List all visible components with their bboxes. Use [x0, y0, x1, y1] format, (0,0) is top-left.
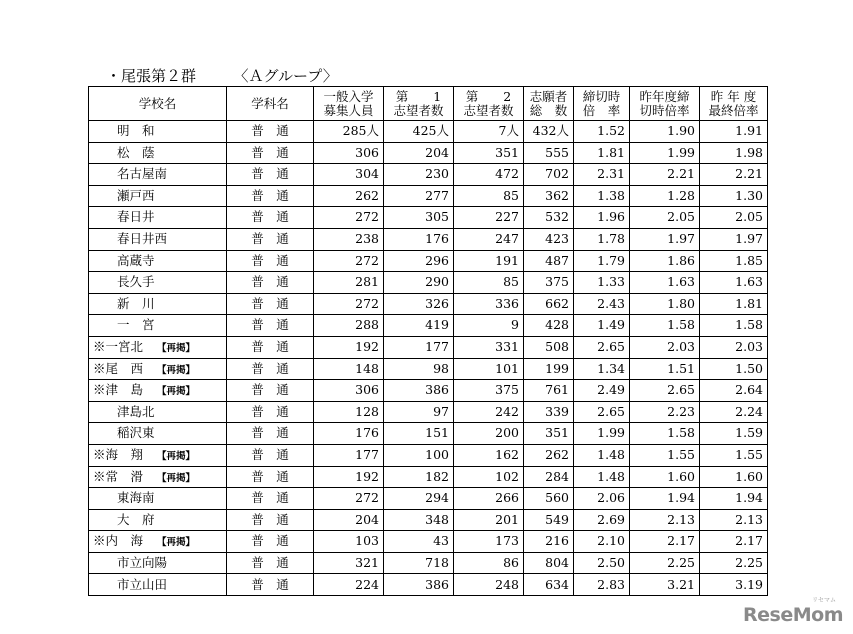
last-final-cell: 1.91	[700, 121, 768, 143]
second-cell: 102	[454, 466, 524, 488]
quota-cell: 128	[314, 401, 384, 423]
second-cell: 472	[454, 164, 524, 186]
ratio-cell: 1.38	[574, 185, 630, 207]
last-final-cell: 1.59	[700, 423, 768, 445]
second-cell: 173	[454, 531, 524, 553]
total-cell: 339	[524, 401, 574, 423]
department-cell: 普 通	[227, 121, 314, 143]
last-final-cell: 2.03	[700, 336, 768, 358]
last-final-cell: 1.55	[700, 444, 768, 466]
total-cell: 423	[524, 228, 574, 250]
table-row	[89, 142, 768, 164]
table-row	[89, 488, 768, 510]
last-deadline-cell: 1.63	[630, 272, 700, 294]
school-name-cell	[89, 488, 227, 510]
quota-cell: 204	[314, 509, 384, 531]
school-name-cell	[89, 531, 227, 553]
table-row	[89, 444, 768, 466]
ratio-cell: 1.81	[574, 142, 630, 164]
department-cell: 普 通	[227, 228, 314, 250]
quota-cell: 272	[314, 207, 384, 229]
first-cell: 176	[384, 228, 454, 250]
table-row	[89, 121, 768, 143]
second-cell: 9	[454, 315, 524, 337]
table-row	[89, 207, 768, 229]
table-row	[89, 293, 768, 315]
first-cell: 348	[384, 509, 454, 531]
last-final-cell: 1.58	[700, 315, 768, 337]
total-cell: 560	[524, 488, 574, 510]
department-cell: 普 通	[227, 185, 314, 207]
second-cell: 266	[454, 488, 524, 510]
quota-cell: 272	[314, 293, 384, 315]
school-name-cell	[89, 142, 227, 164]
first-cell: 43	[384, 531, 454, 553]
second-cell: 336	[454, 293, 524, 315]
ratio-cell: 1.78	[574, 228, 630, 250]
ratio-cell: 2.50	[574, 552, 630, 574]
column-header: 第 2 志望者数	[454, 87, 524, 121]
ratio-cell: 1.52	[574, 121, 630, 143]
last-final-cell: 2.05	[700, 207, 768, 229]
table-row	[89, 552, 768, 574]
school-name: 一 宮	[117, 317, 155, 333]
total-cell: 375	[524, 272, 574, 294]
last-deadline-cell: 2.21	[630, 164, 700, 186]
second-cell: 351	[454, 142, 524, 164]
last-final-cell: 1.81	[700, 293, 768, 315]
school-name: 春日井	[117, 209, 155, 225]
school-name: 東海南	[117, 490, 155, 506]
first-cell: 100	[384, 444, 454, 466]
repost-tag: 【再掲】	[157, 342, 196, 354]
school-name-cell	[89, 444, 227, 466]
second-cell: 86	[454, 552, 524, 574]
school-name-cell	[89, 228, 227, 250]
second-cell: 85	[454, 272, 524, 294]
quota-cell: 272	[314, 250, 384, 272]
ratio-cell: 1.48	[574, 466, 630, 488]
quota-cell: 304	[314, 164, 384, 186]
total-cell: 284	[524, 466, 574, 488]
table-row	[89, 358, 768, 380]
total-cell: 216	[524, 531, 574, 553]
department-cell: 普 通	[227, 293, 314, 315]
total-cell: 555	[524, 142, 574, 164]
total-cell: 549	[524, 509, 574, 531]
quota-cell: 285人	[314, 121, 384, 143]
repost-tag: 【再掲】	[157, 472, 196, 484]
repost-tag: 【再掲】	[157, 450, 196, 462]
quota-cell: 262	[314, 185, 384, 207]
school-name-cell	[89, 336, 227, 358]
last-deadline-cell: 1.55	[630, 444, 700, 466]
last-final-cell: 1.98	[700, 142, 768, 164]
total-cell: 804	[524, 552, 574, 574]
school-name: 稲沢東	[117, 425, 155, 441]
department-cell: 普 通	[227, 531, 314, 553]
last-final-cell: 2.17	[700, 531, 768, 553]
quota-cell: 288	[314, 315, 384, 337]
school-name: 名古屋南	[117, 166, 168, 182]
quota-cell: 306	[314, 142, 384, 164]
last-deadline-cell: 2.05	[630, 207, 700, 229]
school-name-cell	[89, 509, 227, 531]
first-cell: 386	[384, 574, 454, 596]
last-final-cell: 2.24	[700, 401, 768, 423]
table-row	[89, 423, 768, 445]
ratio-cell: 1.96	[574, 207, 630, 229]
last-deadline-cell: 2.13	[630, 509, 700, 531]
table-body	[89, 121, 768, 596]
last-deadline-cell: 2.17	[630, 531, 700, 553]
section-heading: ・尾張第２群 〈Ａグループ〉	[106, 67, 338, 85]
school-name-cell	[89, 250, 227, 272]
ratio-cell: 2.06	[574, 488, 630, 510]
last-deadline-cell: 2.03	[630, 336, 700, 358]
last-final-cell: 2.25	[700, 552, 768, 574]
column-header: 学科名	[227, 87, 314, 121]
second-cell: 191	[454, 250, 524, 272]
second-cell: 247	[454, 228, 524, 250]
department-cell: 普 通	[227, 142, 314, 164]
first-cell: 230	[384, 164, 454, 186]
table-row	[89, 380, 768, 402]
department-cell: 普 通	[227, 272, 314, 294]
school-name-cell	[89, 315, 227, 337]
school-name: 明 和	[117, 123, 155, 139]
school-name: ※常 滑	[93, 468, 144, 484]
column-header: 学校名	[89, 87, 227, 121]
table-row	[89, 228, 768, 250]
total-cell: 487	[524, 250, 574, 272]
department-cell: 普 通	[227, 250, 314, 272]
total-cell: 508	[524, 336, 574, 358]
last-final-cell: 1.63	[700, 272, 768, 294]
ratio-cell: 2.65	[574, 401, 630, 423]
total-cell: 634	[524, 574, 574, 596]
column-header: 昨年度締 切時倍率	[630, 87, 700, 121]
ratio-cell: 1.79	[574, 250, 630, 272]
first-cell: 294	[384, 488, 454, 510]
last-final-cell: 1.97	[700, 228, 768, 250]
ratio-cell: 2.83	[574, 574, 630, 596]
school-name: ※一宮北	[93, 338, 144, 354]
ratio-cell: 2.65	[574, 336, 630, 358]
repost-tag: 【再掲】	[157, 386, 196, 398]
quota-cell: 281	[314, 272, 384, 294]
last-deadline-cell: 1.97	[630, 228, 700, 250]
second-cell: 375	[454, 380, 524, 402]
school-name-cell	[89, 401, 227, 423]
school-name-cell	[89, 358, 227, 380]
last-deadline-cell: 3.21	[630, 574, 700, 596]
table-row	[89, 164, 768, 186]
ratio-cell: 1.99	[574, 423, 630, 445]
table-row	[89, 250, 768, 272]
school-name-cell	[89, 293, 227, 315]
watermark-small-text: リセマム	[812, 597, 836, 604]
first-cell: 425人	[384, 121, 454, 143]
second-cell: 242	[454, 401, 524, 423]
last-final-cell: 2.21	[700, 164, 768, 186]
second-cell: 331	[454, 336, 524, 358]
ratio-cell: 2.49	[574, 380, 630, 402]
school-name: 春日井西	[117, 231, 168, 247]
ratio-cell: 1.48	[574, 444, 630, 466]
department-cell: 普 通	[227, 444, 314, 466]
last-final-cell: 1.60	[700, 466, 768, 488]
first-cell: 419	[384, 315, 454, 337]
last-deadline-cell: 1.94	[630, 488, 700, 510]
school-name-cell	[89, 466, 227, 488]
second-cell: 162	[454, 444, 524, 466]
second-cell: 7人	[454, 121, 524, 143]
quota-cell: 177	[314, 444, 384, 466]
ratio-cell: 2.69	[574, 509, 630, 531]
second-cell: 201	[454, 509, 524, 531]
quota-cell: 238	[314, 228, 384, 250]
department-cell: 普 通	[227, 164, 314, 186]
table-row	[89, 401, 768, 423]
second-cell: 85	[454, 185, 524, 207]
school-name: 新 川	[117, 295, 155, 311]
last-deadline-cell: 1.86	[630, 250, 700, 272]
school-name: ※津 島	[93, 382, 144, 398]
first-cell: 305	[384, 207, 454, 229]
total-cell: 432人	[524, 121, 574, 143]
second-cell: 248	[454, 574, 524, 596]
repost-tag: 【再掲】	[157, 364, 196, 376]
total-cell: 662	[524, 293, 574, 315]
first-cell: 326	[384, 293, 454, 315]
column-header: 締切時 倍 率	[574, 87, 630, 121]
department-cell: 普 通	[227, 509, 314, 531]
table-row	[89, 185, 768, 207]
ratio-cell: 1.34	[574, 358, 630, 380]
school-name-cell	[89, 423, 227, 445]
school-name: 市立向陽	[117, 554, 168, 570]
school-name-cell	[89, 121, 227, 143]
school-name: 津島北	[117, 403, 155, 419]
last-final-cell: 1.30	[700, 185, 768, 207]
table-header-row	[89, 87, 768, 121]
quota-cell: 321	[314, 552, 384, 574]
ratio-cell: 1.49	[574, 315, 630, 337]
department-cell: 普 通	[227, 401, 314, 423]
column-header: 志願者 総 数	[524, 87, 574, 121]
table-row	[89, 466, 768, 488]
school-name-cell	[89, 164, 227, 186]
last-deadline-cell: 1.51	[630, 358, 700, 380]
last-deadline-cell: 1.90	[630, 121, 700, 143]
quota-cell: 192	[314, 336, 384, 358]
table-row	[89, 272, 768, 294]
last-deadline-cell: 1.58	[630, 315, 700, 337]
school-name: 市立山田	[117, 576, 168, 592]
ratio-cell: 1.33	[574, 272, 630, 294]
table-row	[89, 315, 768, 337]
resemom-logo: ReseMom	[743, 604, 843, 626]
first-cell: 277	[384, 185, 454, 207]
last-deadline-cell: 1.28	[630, 185, 700, 207]
last-deadline-cell: 1.99	[630, 142, 700, 164]
school-name: ※内 海	[93, 533, 144, 549]
school-name-cell	[89, 380, 227, 402]
last-final-cell: 2.64	[700, 380, 768, 402]
department-cell: 普 通	[227, 574, 314, 596]
department-cell: 普 通	[227, 336, 314, 358]
first-cell: 386	[384, 380, 454, 402]
first-cell: 204	[384, 142, 454, 164]
department-cell: 普 通	[227, 380, 314, 402]
table-row	[89, 531, 768, 553]
second-cell: 101	[454, 358, 524, 380]
department-cell: 普 通	[227, 488, 314, 510]
first-cell: 151	[384, 423, 454, 445]
last-final-cell: 1.94	[700, 488, 768, 510]
table-row	[89, 574, 768, 596]
quota-cell: 103	[314, 531, 384, 553]
quota-cell: 192	[314, 466, 384, 488]
ratio-cell: 2.31	[574, 164, 630, 186]
last-final-cell: 1.85	[700, 250, 768, 272]
quota-cell: 272	[314, 488, 384, 510]
first-cell: 182	[384, 466, 454, 488]
total-cell: 761	[524, 380, 574, 402]
school-name-cell	[89, 552, 227, 574]
last-final-cell: 1.50	[700, 358, 768, 380]
school-name: 大 府	[117, 511, 155, 527]
last-final-cell: 2.13	[700, 509, 768, 531]
school-name: ※海 翔	[93, 446, 144, 462]
total-cell: 428	[524, 315, 574, 337]
quota-cell: 306	[314, 380, 384, 402]
first-cell: 98	[384, 358, 454, 380]
school-name: 松 蔭	[117, 144, 155, 160]
last-deadline-cell: 2.25	[630, 552, 700, 574]
quota-cell: 176	[314, 423, 384, 445]
first-cell: 718	[384, 552, 454, 574]
department-cell: 普 通	[227, 315, 314, 337]
last-final-cell: 3.19	[700, 574, 768, 596]
department-cell: 普 通	[227, 466, 314, 488]
quota-cell: 148	[314, 358, 384, 380]
second-cell: 200	[454, 423, 524, 445]
total-cell: 362	[524, 185, 574, 207]
quota-cell: 224	[314, 574, 384, 596]
column-header: 一般入学 募集人員	[314, 87, 384, 121]
school-name: ※尾 西	[93, 360, 144, 376]
table-row	[89, 509, 768, 531]
last-deadline-cell: 2.23	[630, 401, 700, 423]
second-cell: 227	[454, 207, 524, 229]
school-name: 長久手	[117, 274, 155, 290]
first-cell: 177	[384, 336, 454, 358]
applicant-ratio-table	[88, 86, 768, 596]
ratio-cell: 2.43	[574, 293, 630, 315]
last-deadline-cell: 1.58	[630, 423, 700, 445]
school-name-cell	[89, 574, 227, 596]
school-name: 高蔵寺	[117, 252, 155, 268]
column-header: 昨 年 度 最終倍率	[700, 87, 768, 121]
last-deadline-cell: 1.60	[630, 466, 700, 488]
school-name-cell	[89, 207, 227, 229]
school-name-cell	[89, 185, 227, 207]
total-cell: 262	[524, 444, 574, 466]
school-name: 瀬戸西	[117, 187, 155, 203]
first-cell: 296	[384, 250, 454, 272]
department-cell: 普 通	[227, 423, 314, 445]
school-name-cell	[89, 272, 227, 294]
column-header: 第 1 志望者数	[384, 87, 454, 121]
table-row	[89, 336, 768, 358]
total-cell: 702	[524, 164, 574, 186]
first-cell: 97	[384, 401, 454, 423]
ratio-cell: 2.10	[574, 531, 630, 553]
total-cell: 351	[524, 423, 574, 445]
department-cell: 普 通	[227, 207, 314, 229]
department-cell: 普 通	[227, 358, 314, 380]
repost-tag: 【再掲】	[157, 537, 196, 549]
last-deadline-cell: 2.65	[630, 380, 700, 402]
total-cell: 199	[524, 358, 574, 380]
first-cell: 290	[384, 272, 454, 294]
total-cell: 532	[524, 207, 574, 229]
department-cell: 普 通	[227, 552, 314, 574]
last-deadline-cell: 1.80	[630, 293, 700, 315]
